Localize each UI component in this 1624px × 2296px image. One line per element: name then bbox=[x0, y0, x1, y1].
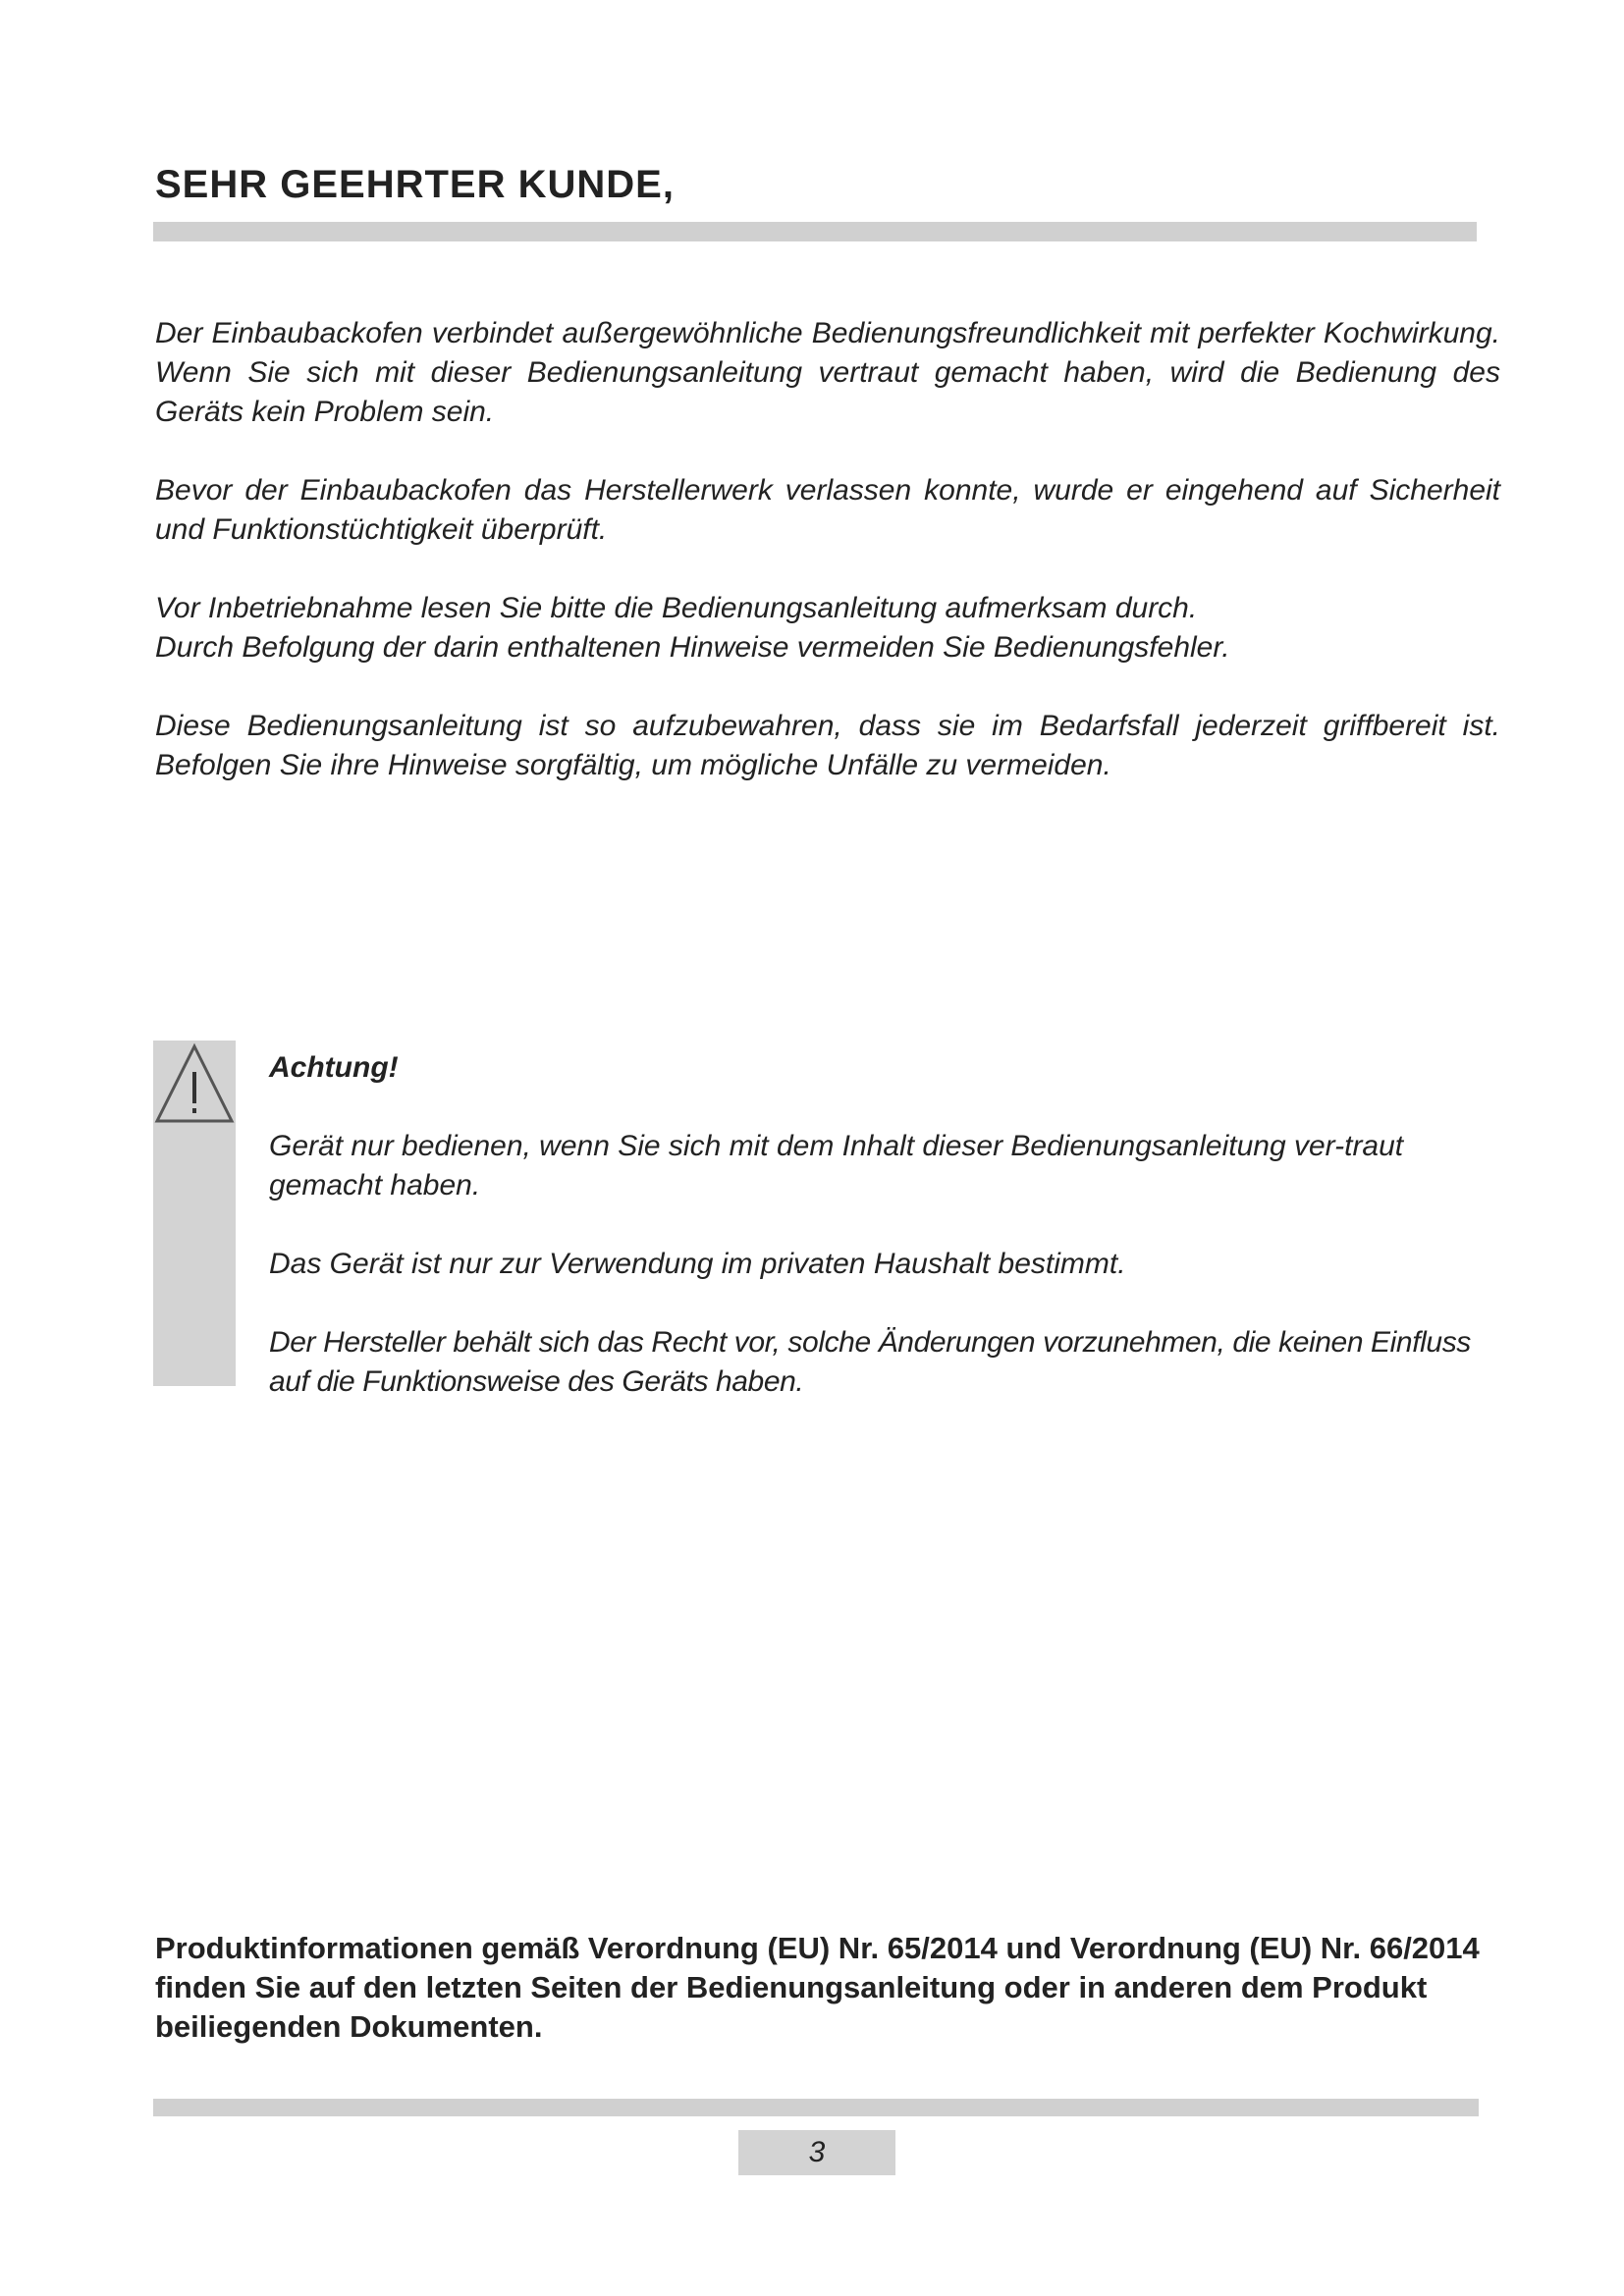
page-number: 3 bbox=[738, 2130, 895, 2175]
heading-rule bbox=[153, 222, 1477, 241]
footer-rule bbox=[153, 2099, 1479, 2116]
warning-notice bbox=[269, 1048, 1477, 1441]
intro-paragraph: Diese Bedienungsanleitung ist so aufzubewahren, dass sie im Bedarfsfall jederzeit griffbereit ist. Befolgen Sie ihre Hinweise sorgfältig, um mögliche Unfälle zu vermeiden. bbox=[155, 710, 1500, 781]
page-heading: SEHR GEEHRTER KUNDE, bbox=[155, 163, 675, 206]
intro-section bbox=[155, 314, 1500, 825]
warning-paragraph: Gerät nur bedienen, wenn Sie sich mit dem Inhalt dieser Bedienungsanleitung ver-traut gemacht haben. bbox=[269, 1130, 1404, 1201]
intro-paragraph: Der Einbaubackofen verbindet außergewöhnliche Bedienungsfreundlichkeit mit perfekter Kochwirkung. Wenn Sie sich mit dieser Bedienungsanleitung vertraut gemacht haben, wird die Bedienung des Geräts kein Problem sein. bbox=[155, 317, 1500, 428]
intro-paragraph: Durch Befolgung der darin enthaltenen Hinweise vermeiden Sie Bedienungsfehler. bbox=[155, 631, 1230, 664]
warning-paragraph: Der Hersteller behält sich das Recht vor, solche Änderungen vorzunehmen, die keinen Einfluss auf die Funktionsweise des Geräts haben. bbox=[269, 1326, 1471, 1398]
intro-paragraph: Vor Inbetriebnahme lesen Sie bitte die Bedienungsanleitung aufmerksam durch. bbox=[155, 592, 1198, 624]
product-info-notice: Produktinformationen gemäß Verordnung (EU) Nr. 65/2014 und Verordnung (EU) Nr. 66/2014 finden Sie auf den letzten Seiten der Bedienungsanleitung oder in anderen dem Produkt beiliegenden Dokumenten. bbox=[155, 1931, 1480, 2044]
warning-paragraph: Das Gerät ist nur zur Verwendung im privaten Haushalt bestimmt. bbox=[269, 1248, 1126, 1280]
warning-title: Achtung! bbox=[269, 1051, 399, 1084]
intro-paragraph: Bevor der Einbaubackofen das Herstellerwerk verlassen konnte, wurde er eingehend auf Sicherheit und Funktionstüchtigkeit überprüft. bbox=[155, 474, 1500, 546]
warning-triangle-icon bbox=[153, 1042, 236, 1125]
